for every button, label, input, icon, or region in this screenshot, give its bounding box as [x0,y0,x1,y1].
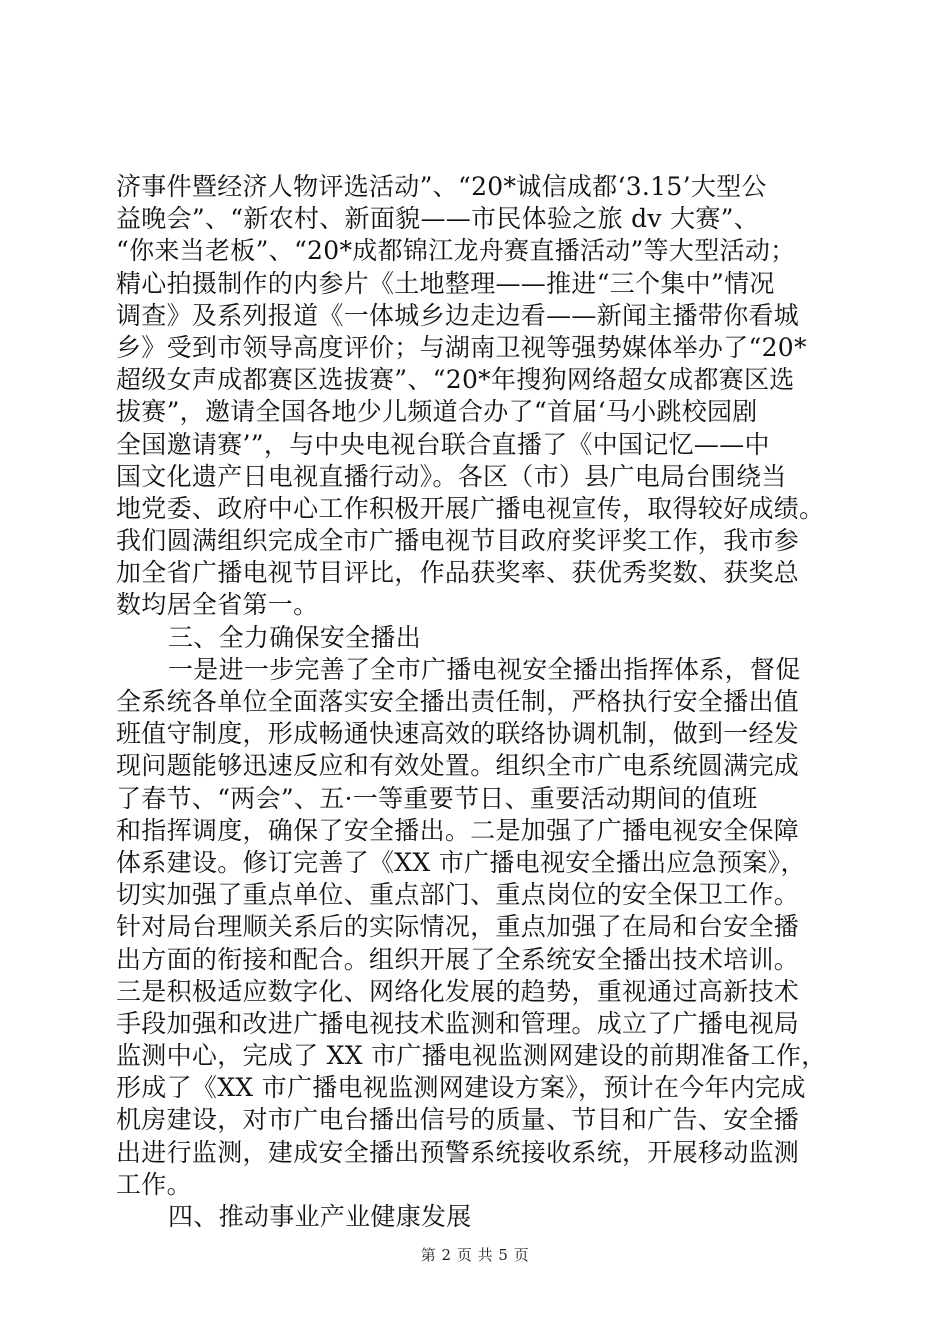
text-line: 手段加强和改进广播电视技术监测和管理。成立了广播电视局 [116,1008,800,1038]
body-text [116,171,836,1233]
text-line: 益晚会”、“新农村、新面貌——市民体验之旅 dv 大赛”、 [116,204,760,234]
text-line: 了春节、“两会”、五·一等重要节日、重要活动期间的值班 [116,783,758,813]
text-line: 乡》受到市领导高度评价；与湖南卫视等强势媒体举办了“20* [116,332,807,362]
section-heading: 三、全力确保安全播出 [168,622,422,652]
text-line: 机房建设，对市广电台播出信号的质量、节目和广告、安全播 [116,1105,800,1135]
text-line: “你来当老板”、“20*成都锦江龙舟赛直播活动”等大型活动； [116,236,796,266]
text-line: 数均居全省第一。 [116,590,319,620]
text-line: 现问题能够迅速反应和有效处置。组织全市广电系统圆满完成 [116,751,800,781]
text-line: 体系建设。修订完善了《XX 市广播电视安全播出应急预案》， [116,847,806,877]
text-line: 超级女声成都赛区选拔赛”、“20*年搜狗网络超女成都赛区选 [116,365,795,395]
text-line: 拔赛”，邀请全国各地少儿频道合办了“首届‘马小跳校园剧 [116,397,758,427]
text-line: 加全省广播电视节目评比，作品获奖率、获优秀奖数、获奖总 [116,558,800,588]
text-line: 工作。 [116,1169,192,1199]
text-line: 调查》及系列报道《一体城乡边走边看——新闻主播带你看城 [116,300,800,330]
text-line: 针对局台理顺关系后的实际情况，重点加强了在局和台安全播 [116,912,800,942]
page-footer: 第 2 页 共 5 页 [420,1246,530,1264]
text-line: 切实加强了重点单位、重点部门、重点岗位的安全保卫工作。 [116,880,800,910]
text-line: 出进行监测，建成安全播出预警系统接收系统，开展移动监测 [116,1137,800,1167]
text-line: 精心拍摄制作的内参片《土地整理——推进“三个集中”情况 [116,268,775,298]
text-line: 出方面的衔接和配合。组织开展了全系统安全播出技术培训。 [116,944,800,974]
text-line: 监测中心，完成了 XX 市广播电视监测网建设的前期准备工作， [116,1041,827,1071]
text-line: 班值守制度，形成畅通快速高效的联络协调机制，做到一经发 [116,719,800,749]
text-line: 全国邀请赛’”，与中央电视台联合直播了《中国记忆——中 [116,429,770,459]
text-line: 形成了《XX 市广播电视监测网建设方案》，预计在今年内完成 [116,1073,806,1103]
text-line: 全系统各单位全面落实安全播出责任制，严格执行安全播出值 [116,687,800,716]
text-line: 一是进一步完善了全市广播电视安全播出指挥体系，督促 [168,654,801,684]
text-line: 三是积极适应数字化、网络化发展的趋势，重视通过高新技术 [116,976,800,1006]
text-line: 和指挥调度，确保了安全播出。二是加强了广播电视安全保障 [116,815,800,845]
text-line: 我们圆满组织完成全市广播电视节目政府奖评奖工作，我市参 [116,526,800,556]
text-line: 地党委、政府中心工作积极开展广播电视宣传，取得较好成绩。 [116,493,825,523]
section-heading: 四、推动事业产业健康发展 [168,1202,472,1231]
text-line: 济事件暨经济人物评选活动”、“20*诚信成都‘3.15’大型公 [116,172,767,201]
text-line: 国文化遗产日电视直播行动》。各区（市）县广电局台围绕当 [116,461,787,491]
